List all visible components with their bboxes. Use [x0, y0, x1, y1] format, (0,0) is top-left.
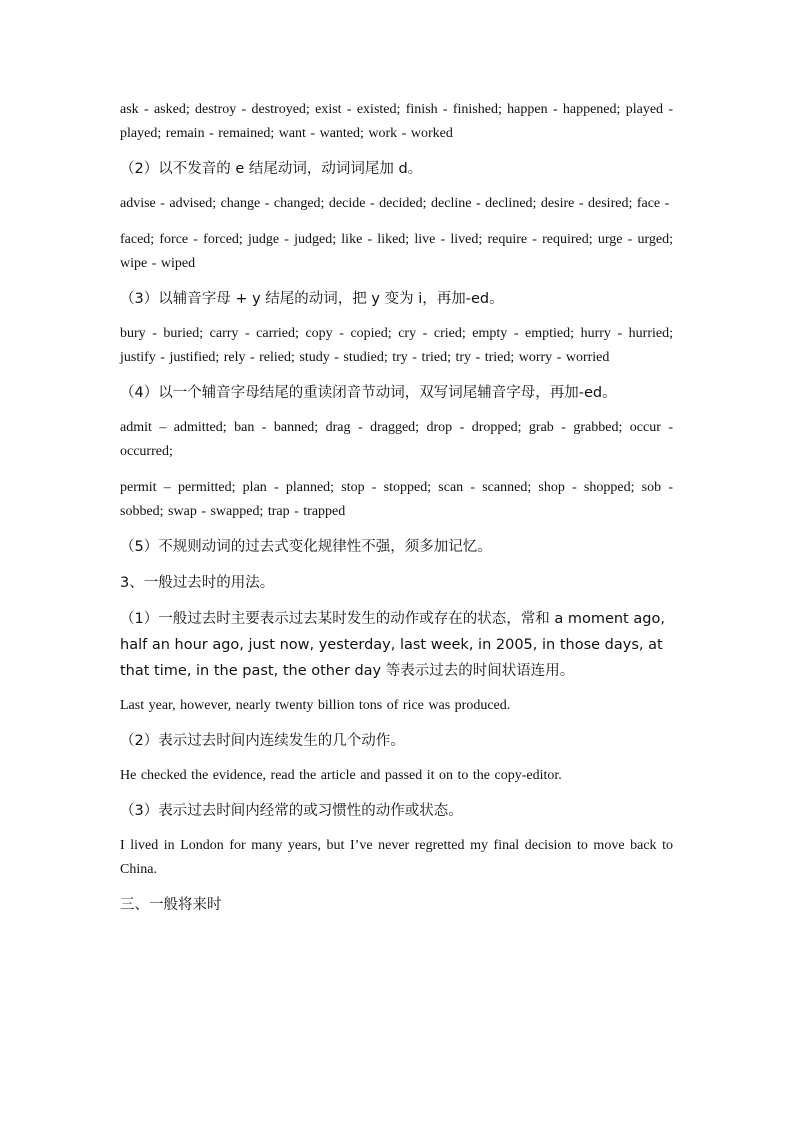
usage-1-example: Last year, however, nearly twenty billion tons of rice was produced.	[120, 698, 511, 713]
verb-list-double-1: admit – admitted; ban - banned; drag - dragged; drop - dropped; grab - grabbed; occur - occurred;	[120, 420, 673, 459]
verb-list-e-ending-1: advise - advised; change - changed; decide - decided; decline - declined; desire - desired; face -	[120, 196, 670, 211]
usage-3-example: I lived in London for many years, but I’ve never regretted my final decision to move back to China.	[120, 838, 673, 877]
rule-heading-4: （4）以一个辅音字母结尾的重读闭音节动词，双写词尾辅音字母，再加-ed。	[120, 385, 617, 401]
document-body	[120, 98, 673, 918]
section-heading-usage: 3、一般过去时的用法。	[120, 575, 275, 591]
rule-heading-5: （5）不规则动词的过去式变化规律性不强，须多加记忆。	[120, 539, 492, 555]
rule-heading-3: （3）以辅音字母 + y 结尾的动词，把 y 变为 i，再加-ed。	[120, 291, 504, 307]
usage-2-example: He checked the evidence, read the article and passed it on to the copy-editor.	[120, 768, 562, 783]
verb-list-e-ending-2: faced; force - forced; judge - judged; like - liked; live - lived; require - required; urge - urged; wipe - wiped	[120, 232, 673, 271]
usage-2-text: （2）表示过去时间内连续发生的几个动作。	[120, 733, 405, 749]
verb-list-double-2: permit – permitted; plan - planned; stop - stopped; scan - scanned; shop - shopped; sob - sobbed; swap - swapped; trap - trapped	[120, 480, 673, 519]
usage-3-text: （3）表示过去时间内经常的或习惯性的动作或状态。	[120, 803, 463, 819]
verb-list-regular: ask - asked; destroy - destroyed; exist - existed; finish - finished; happen - happened; played - played; remain - remained; want - wanted; work - worked	[120, 102, 673, 141]
verb-list-y-ending: bury - buried; carry - carried; copy - copied; cry - cried; empty - emptied; hurry - hurried; justify - justified; rely - relied; study - studied; try - tried; try - tried; worry - worried	[120, 326, 673, 365]
section-heading-future: 三、一般将来时	[120, 897, 222, 913]
usage-1-text: （1）一般过去时主要表示过去某时发生的动作或存在的状态，常和 a moment ago, half an hour ago, just now, yesterday, last week, in 2005, in those days, at that time, in the past, the other day 等表示过去的时间状语连用。	[120, 611, 665, 679]
rule-heading-2: （2）以不发音的 e 结尾动词，动词词尾加 d。	[120, 161, 423, 177]
